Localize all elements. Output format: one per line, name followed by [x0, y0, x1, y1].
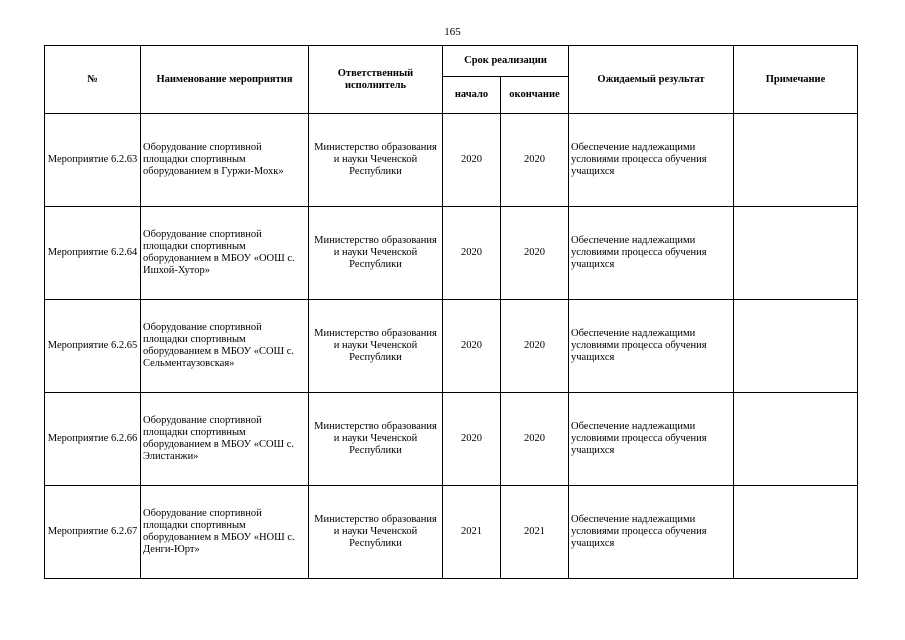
table-row: [45, 207, 858, 300]
header-end: окончание: [501, 77, 569, 114]
cell-responsible: Министерство образования и науки Чеченской Республики: [309, 486, 443, 579]
cell-result: Обеспечение надлежащими условиями процесса обучения учащихся: [569, 114, 734, 207]
cell-num: Мероприятие 6.2.67: [45, 486, 141, 579]
cell-num: Мероприятие 6.2.66: [45, 393, 141, 486]
cell-end: 2020: [501, 207, 569, 300]
cell-start: 2021: [443, 486, 501, 579]
cell-responsible: Министерство образования и науки Чеченской Республики: [309, 300, 443, 393]
cell-name: Оборудование спортивной площадки спортивным оборудованием в МБОУ «СОШ с. Сельментаузовская»: [141, 300, 309, 393]
cell-end: 2020: [501, 300, 569, 393]
header-num: №: [45, 46, 141, 114]
cell-note: [734, 486, 858, 579]
cell-end: 2021: [501, 486, 569, 579]
header-start: начало: [443, 77, 501, 114]
cell-name: Оборудование спортивной площадки спортивным оборудованием в МБОУ «НОШ с. Денги-Юрт»: [141, 486, 309, 579]
cell-responsible: Министерство образования и науки Чеченской Республики: [309, 207, 443, 300]
table-row: [45, 300, 858, 393]
cell-result: Обеспечение надлежащими условиями процесса обучения учащихся: [569, 393, 734, 486]
cell-result: Обеспечение надлежащими условиями процесса обучения учащихся: [569, 207, 734, 300]
header-responsible: Ответственный исполнитель: [309, 46, 443, 114]
table-row: [45, 486, 858, 579]
cell-result: Обеспечение надлежащими условиями процесса обучения учащихся: [569, 486, 734, 579]
activities-table: [44, 45, 858, 579]
cell-end: 2020: [501, 114, 569, 207]
cell-note: [734, 114, 858, 207]
cell-num: Мероприятие 6.2.64: [45, 207, 141, 300]
header-row: [45, 46, 858, 77]
cell-name: Оборудование спортивной площадки спортивным оборудованием в Гуржи-Мохк»: [141, 114, 309, 207]
cell-end: 2020: [501, 393, 569, 486]
cell-note: [734, 300, 858, 393]
header-note: Примечание: [734, 46, 858, 114]
cell-responsible: Министерство образования и науки Чеченской Республики: [309, 393, 443, 486]
cell-start: 2020: [443, 207, 501, 300]
cell-note: [734, 207, 858, 300]
cell-num: Мероприятие 6.2.65: [45, 300, 141, 393]
cell-responsible: Министерство образования и науки Чеченской Республики: [309, 114, 443, 207]
cell-note: [734, 393, 858, 486]
cell-start: 2020: [443, 114, 501, 207]
cell-num: Мероприятие 6.2.63: [45, 114, 141, 207]
table-row: [45, 393, 858, 486]
page-number: 165: [444, 26, 461, 38]
cell-name: Оборудование спортивной площадки спортивным оборудованием в МБОУ «СОШ с. Элистанжи»: [141, 393, 309, 486]
table-row: [45, 114, 858, 207]
cell-start: 2020: [443, 393, 501, 486]
cell-start: 2020: [443, 300, 501, 393]
cell-name: Оборудование спортивной площадки спортивным оборудованием в МБОУ «ООШ с. Ишхой-Хутор»: [141, 207, 309, 300]
header-period: Срок реализации: [443, 46, 569, 77]
cell-result: Обеспечение надлежащими условиями процесса обучения учащихся: [569, 300, 734, 393]
header-result: Ожидаемый результат: [569, 46, 734, 114]
header-name: Наименование мероприятия: [141, 46, 309, 114]
